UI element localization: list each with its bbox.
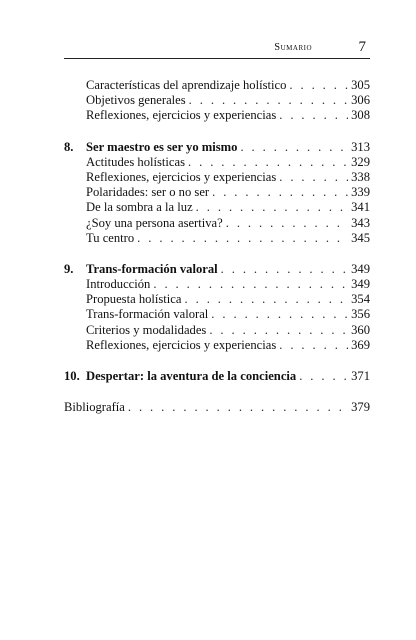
toc-entry[interactable] [64,93,370,108]
dot-leader [137,231,348,246]
entry-title: Trans-formación valoral [86,261,218,276]
toc-entry[interactable] [64,277,370,292]
entry-page-number: 339 [351,185,370,200]
entry-title: Objetivos generales [86,93,186,108]
entry-title: Reflexiones, ejercicios y experiencias [86,337,277,352]
entry-page-number: 354 [351,292,370,307]
entry-page-number: 369 [351,337,370,352]
running-head-title: Sumario [274,42,312,53]
entry-title: Tu centro [86,230,135,245]
entry-page-number: 341 [351,200,370,215]
entry-page-number: 360 [351,322,370,337]
toc-entry[interactable] [64,400,370,415]
entry-title: Polaridades: ser o no ser [86,185,210,200]
entry-page-number: 338 [351,169,370,184]
toc-entry[interactable] [64,200,370,215]
entry-title: Trans-formación valoral [86,307,209,322]
entry-title: Características del aprendizaje holístico [86,78,287,92]
toc-entry[interactable] [64,307,370,322]
dot-leader [196,200,348,215]
entry-title: Criterios y modalidades [86,322,207,337]
dot-leader [279,108,348,123]
entry-title: Bibliografía [64,400,125,415]
page-number: 7 [358,39,366,55]
entry-title: ¿Soy una persona asertiva? [86,215,223,230]
dot-leader [209,323,348,338]
chapter-number: 10. [64,369,80,383]
entry-page-number: 313 [351,139,370,154]
entry-page-number: 349 [351,277,370,292]
section-gap [64,384,370,400]
chapter-number: 8. [64,139,74,154]
table-of-contents [64,78,370,415]
running-head [64,39,370,59]
dot-leader [189,93,348,108]
entry-page-number: 329 [351,154,370,169]
entry-title: De la sombra a la luz [86,200,193,215]
entry-page-number: 345 [351,230,370,245]
entry-title: Reflexiones, ejercicios y experiencias [86,169,277,184]
toc-entry[interactable] [64,155,370,170]
dot-leader [226,216,348,231]
entry-title: Despertar: la aventura de la conciencia [86,369,297,383]
entry-title: Propuesta holística [86,292,182,307]
section-gap [64,124,370,140]
section-gap [64,353,370,369]
entry-title: Introducción [86,277,151,292]
entry-page-number: 306 [351,93,370,108]
entry-page-number: 305 [351,78,370,92]
toc-chapter-entry[interactable] [64,262,370,277]
toc-entry[interactable] [64,108,370,123]
dot-leader [128,400,348,415]
entry-title: Reflexiones, ejercicios y experiencias [86,108,277,123]
toc-entry[interactable] [64,170,370,185]
toc-entry[interactable] [64,231,370,246]
dot-leader [289,78,348,93]
dot-leader [240,140,348,155]
chapter-number: 9. [64,261,74,276]
entry-page-number: 371 [351,369,370,383]
entry-page-number: 379 [351,400,370,415]
dot-leader [221,262,348,277]
toc-entry[interactable] [64,323,370,338]
dot-leader [188,155,348,170]
toc-chapter-entry[interactable] [64,140,370,155]
entry-title: Actitudes holísticas [86,154,185,169]
entry-page-number: 308 [351,108,370,123]
entry-title: Ser maestro es ser yo mismo [86,139,238,154]
toc-entry[interactable] [64,292,370,307]
dot-leader [211,307,348,322]
toc-entry[interactable] [64,185,370,200]
entry-page-number: 356 [351,307,370,322]
toc-entry[interactable] [64,78,370,93]
toc-chapter-entry[interactable] [64,369,370,384]
dot-leader [153,277,348,292]
section-gap [64,246,370,262]
toc-entry[interactable] [64,216,370,231]
entry-page-number: 349 [351,261,370,276]
dot-leader [185,292,349,307]
dot-leader [299,369,348,384]
entry-page-number: 343 [351,215,370,230]
dot-leader [279,338,348,353]
dot-leader [279,170,348,185]
toc-entry[interactable] [64,338,370,353]
dot-leader [212,185,348,200]
